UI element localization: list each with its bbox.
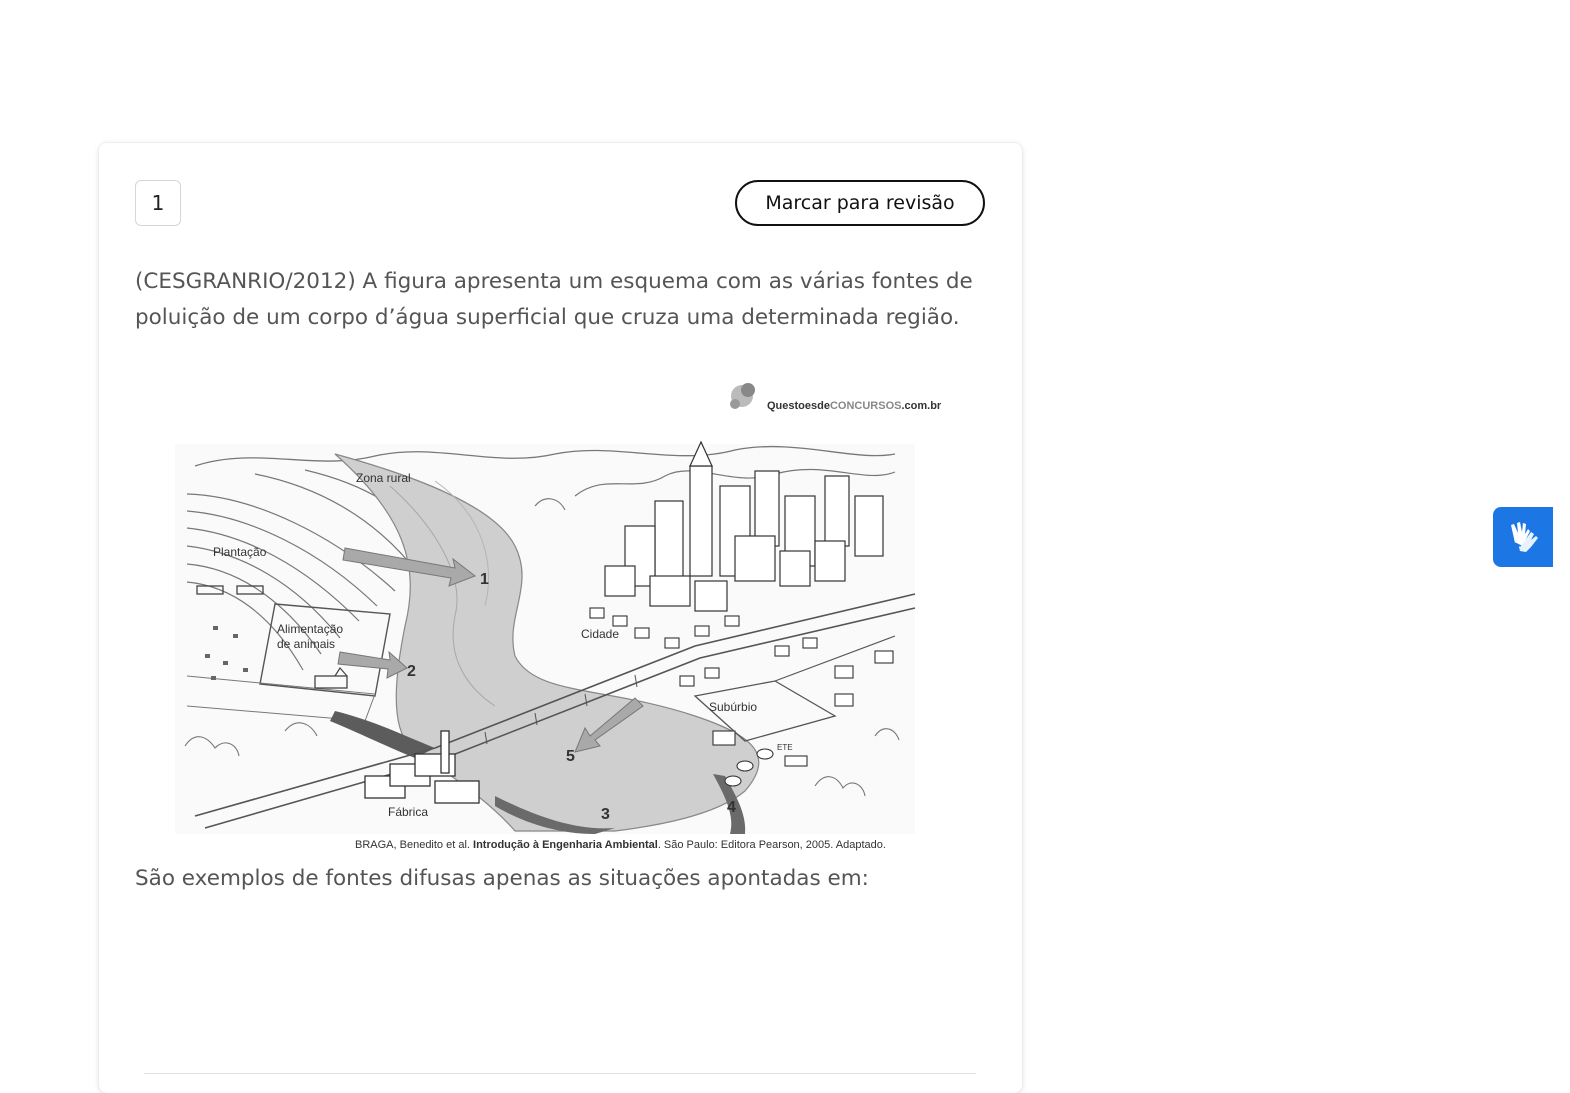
sign-language-hands-icon	[1505, 519, 1541, 555]
pollution-sources-illustration	[135, 376, 985, 861]
watermark-text: QuestoesdeCONCURSOS.com.br	[767, 400, 942, 412]
question-number: 1	[135, 180, 181, 226]
label-zona-rural: Zona rural	[356, 471, 411, 485]
label-ete: ETE	[777, 743, 793, 752]
label-fabrica: Fábrica	[388, 805, 429, 819]
question-card	[99, 143, 1022, 1093]
mark-for-review-button[interactable]: Marcar para revisão	[735, 180, 985, 226]
question-figure	[135, 376, 985, 861]
label-alimentacao-1: Alimentação	[277, 622, 344, 636]
watermark-logo	[730, 383, 942, 412]
marker-2: 2	[407, 663, 416, 680]
marker-4: 4	[727, 799, 736, 816]
label-alimentacao-2: de animais	[277, 637, 336, 651]
label-cidade: Cidade	[581, 627, 620, 641]
figure-citation: BRAGA, Benedito et al. Introdução à Engenharia Ambiental. São Paulo: Editora Pearson, 2005. Adaptado.	[355, 839, 886, 851]
card-divider	[144, 1073, 976, 1074]
question-prompt: São exemplos de fontes difusas apenas as situações apontadas em:	[135, 866, 869, 891]
marker-3: 3	[601, 806, 610, 823]
label-suburbio: Subúrbio	[709, 700, 758, 714]
marker-5: 5	[566, 748, 575, 765]
label-plantacao: Plantação	[213, 545, 267, 559]
sign-language-accessibility-button[interactable]	[1493, 507, 1553, 567]
question-statement: (CESGRANRIO/2012) A figura apresenta um esquema com as várias fontes de poluição de um corpo d’água superficial que cruza uma determinada região.	[135, 269, 973, 330]
marker-1: 1	[480, 571, 489, 588]
